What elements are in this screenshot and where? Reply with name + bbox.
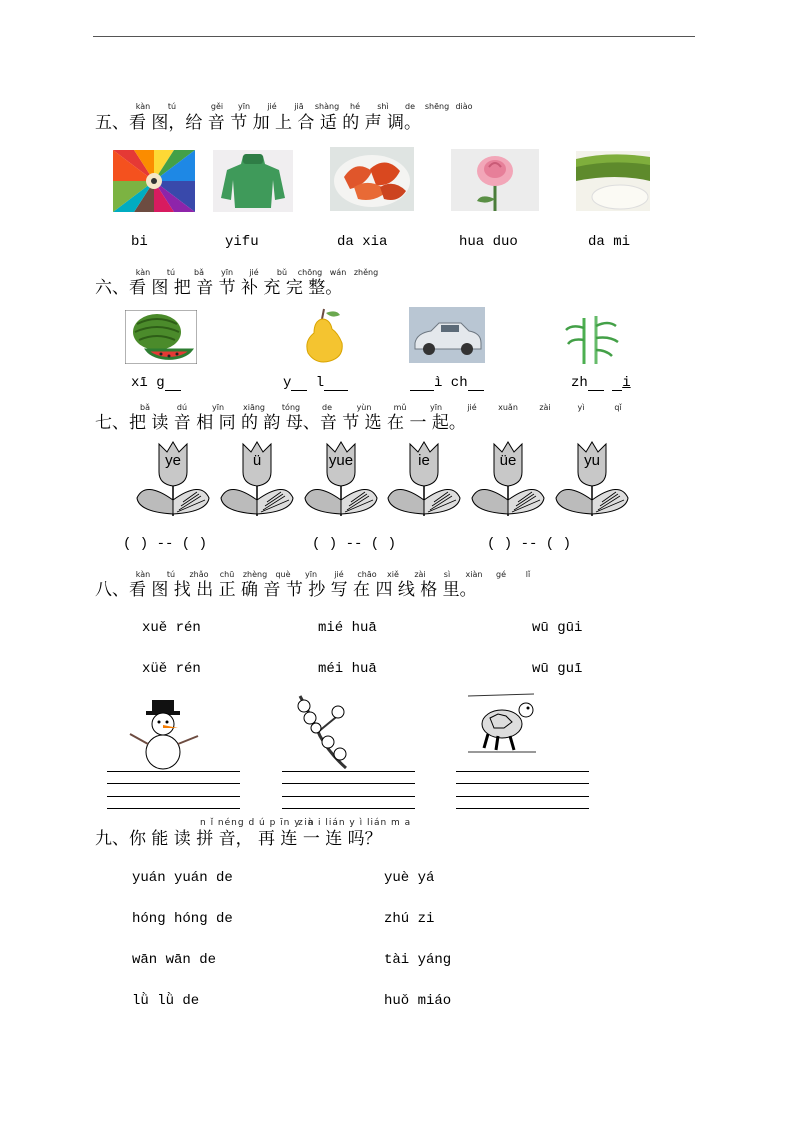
pinyin-annotation: yīn — [211, 403, 225, 412]
pinyin-annotation: tóng — [281, 403, 301, 412]
snowman-option-1: xuě rén — [142, 620, 201, 636]
plum-blossom-picture — [290, 692, 358, 772]
pinyin-annotation: hé — [350, 102, 360, 111]
tulip-label: üe — [499, 452, 517, 469]
section-8-title: 八、看 图 找 出 正 确 音 节 抄 写 在 四 线 格 里。 — [95, 580, 477, 600]
pinyin-annotation: zhèng — [242, 570, 268, 579]
section-6-title: 六、看 图 把 音 节 补 充 完 整。 — [95, 278, 343, 298]
fill-bamboo: zh i — [571, 375, 631, 391]
pinyin-annotation: bǔ — [276, 268, 288, 277]
pair-3: ( ) -- ( ) — [487, 536, 572, 552]
pinyin-annotation: shēng — [424, 102, 450, 111]
word-flower: hua duo — [459, 234, 518, 250]
tulip-label: yue — [328, 452, 354, 469]
tulip-label: ie — [418, 452, 430, 469]
pinyin-annotation: gé — [496, 570, 506, 579]
turtle-picture — [468, 688, 538, 756]
pinyin-annotation: tú — [167, 102, 177, 111]
pinyin-annotation: zài — [539, 403, 551, 412]
tulip-card[interactable] — [219, 440, 295, 520]
tulip-card[interactable] — [386, 440, 462, 520]
section-5-title: 五、看 图，给 音 节 加 上 合 适 的 声 调。 — [95, 113, 422, 133]
pinyin-annotation: yùn — [356, 403, 372, 412]
section-7-title: 七、把 读 音 相 同 的 韵 母、音 节 选 在 一 起。 — [95, 413, 466, 433]
pinyin-annotation: chāo — [357, 570, 377, 579]
tulip-label: ye — [165, 452, 181, 469]
bamboo-picture — [562, 314, 620, 364]
match-right-3[interactable]: tài yáng — [384, 952, 452, 968]
snowman-option-2: xüě rén — [142, 661, 201, 677]
section-9-title: 九、你 能 读 拼 音， 再 连 一 连 吗？ — [95, 829, 382, 849]
pinyin-annotation: tú — [166, 570, 176, 579]
pinyin-annotation: chū — [219, 570, 235, 579]
pinyin-annotation: zhěng — [353, 268, 379, 277]
pinyin-annotation: sì — [443, 570, 451, 579]
match-left-4[interactable]: lǜ lǜ de — [132, 993, 200, 1009]
pinyin-annotation: xuǎn — [498, 403, 518, 412]
pinyin-annotation: de — [322, 403, 332, 412]
pinyin-annotation: wán — [329, 268, 347, 277]
word-shrimp: da xia — [337, 234, 388, 250]
rose-flower-picture — [451, 149, 539, 211]
turtle-option-1: wū gūi — [532, 620, 583, 636]
pinyin-annotation: tú — [166, 268, 176, 277]
pinyin-annotation: jié — [249, 268, 259, 277]
pinyin-annotation: zhǎo — [189, 570, 209, 579]
pinyin-annotation: jié — [267, 102, 277, 111]
writing-grid-2[interactable] — [282, 771, 415, 809]
pinyin-annotation: kàn — [135, 570, 151, 579]
fill-pear: y l — [283, 375, 348, 391]
fill-car: ì ch — [410, 375, 484, 391]
fill-watermelon: xī g — [131, 375, 181, 391]
match-left-2[interactable]: hóng hóng de — [132, 911, 233, 927]
top-rule — [93, 36, 695, 37]
tulip-card[interactable] — [554, 440, 630, 520]
word-pencil: bi — [131, 234, 148, 250]
match-left-3[interactable]: wān wān de — [132, 952, 217, 968]
pinyin-annotation: yīn — [220, 268, 234, 277]
pinyin-annotation: shì — [377, 102, 389, 111]
green-sweater-picture — [213, 150, 293, 212]
pair-2: ( ) -- ( ) — [312, 536, 397, 552]
match-right-1[interactable]: yuè yá — [384, 870, 435, 886]
pinyin-annotation: gěi — [210, 102, 224, 111]
writing-grid-3[interactable] — [456, 771, 589, 809]
colored-pencils-picture — [113, 150, 195, 212]
car-picture — [409, 307, 485, 363]
tulip-card[interactable] — [303, 440, 379, 520]
pair-1: ( ) -- ( ) — [123, 536, 208, 552]
pinyin-annotation: jié — [334, 570, 344, 579]
turtle-option-2: wū guī — [532, 661, 583, 677]
pinyin-annotation: dú — [176, 403, 188, 412]
snowman-picture — [126, 698, 202, 770]
pinyin-annotation: jiā — [294, 102, 304, 111]
pinyin-annotation: què — [275, 570, 291, 579]
word-clothes: yifu — [225, 234, 259, 250]
pinyin-annotation: lǐ — [525, 570, 531, 579]
pinyin-annotation: de — [405, 102, 415, 111]
match-right-4[interactable]: huǒ miáo — [384, 993, 452, 1009]
section-9-pinyin-right: z à i lián y ì lián m a — [298, 818, 412, 828]
pinyin-annotation: xiě — [387, 570, 399, 579]
pinyin-annotation: qǐ — [614, 403, 622, 412]
pinyin-annotation: yīn — [429, 403, 443, 412]
pinyin-annotation: bǎ — [140, 403, 150, 412]
pinyin-annotation: shàng — [314, 102, 340, 111]
pinyin-annotation: chōng — [297, 268, 323, 277]
tulip-label: ü — [252, 452, 262, 469]
rice-picture — [576, 151, 650, 211]
pinyin-annotation: jié — [467, 403, 477, 412]
pinyin-annotation: xiāng — [242, 403, 266, 412]
pinyin-annotation: zài — [414, 570, 426, 579]
pinyin-annotation: mǔ — [393, 403, 407, 412]
plum-option-1: mié huā — [318, 620, 377, 636]
pinyin-annotation: yì — [577, 403, 585, 412]
pinyin-annotation: xiàn — [465, 570, 483, 579]
tulip-card[interactable] — [470, 440, 546, 520]
pinyin-annotation: kàn — [135, 268, 151, 277]
tulip-card[interactable] — [135, 440, 211, 520]
match-left-1[interactable]: yuán yuán de — [132, 870, 233, 886]
watermelon-picture — [125, 310, 197, 364]
writing-grid-1[interactable] — [107, 771, 240, 809]
pinyin-annotation: yīn — [237, 102, 251, 111]
pinyin-annotation: bǎ — [194, 268, 204, 277]
pinyin-annotation: diào — [455, 102, 473, 111]
pear-picture — [300, 307, 346, 365]
match-right-2[interactable]: zhú zi — [384, 911, 435, 927]
shrimp-picture — [330, 147, 414, 211]
tulip-label: yu — [584, 452, 600, 469]
pinyin-annotation: yīn — [304, 570, 318, 579]
pinyin-annotation: kàn — [135, 102, 151, 111]
word-rice: da mi — [588, 234, 631, 250]
section-9-pinyin-left: n ǐ néng d ú p īn y in — [200, 818, 315, 828]
plum-option-2: méi huā — [318, 661, 377, 677]
